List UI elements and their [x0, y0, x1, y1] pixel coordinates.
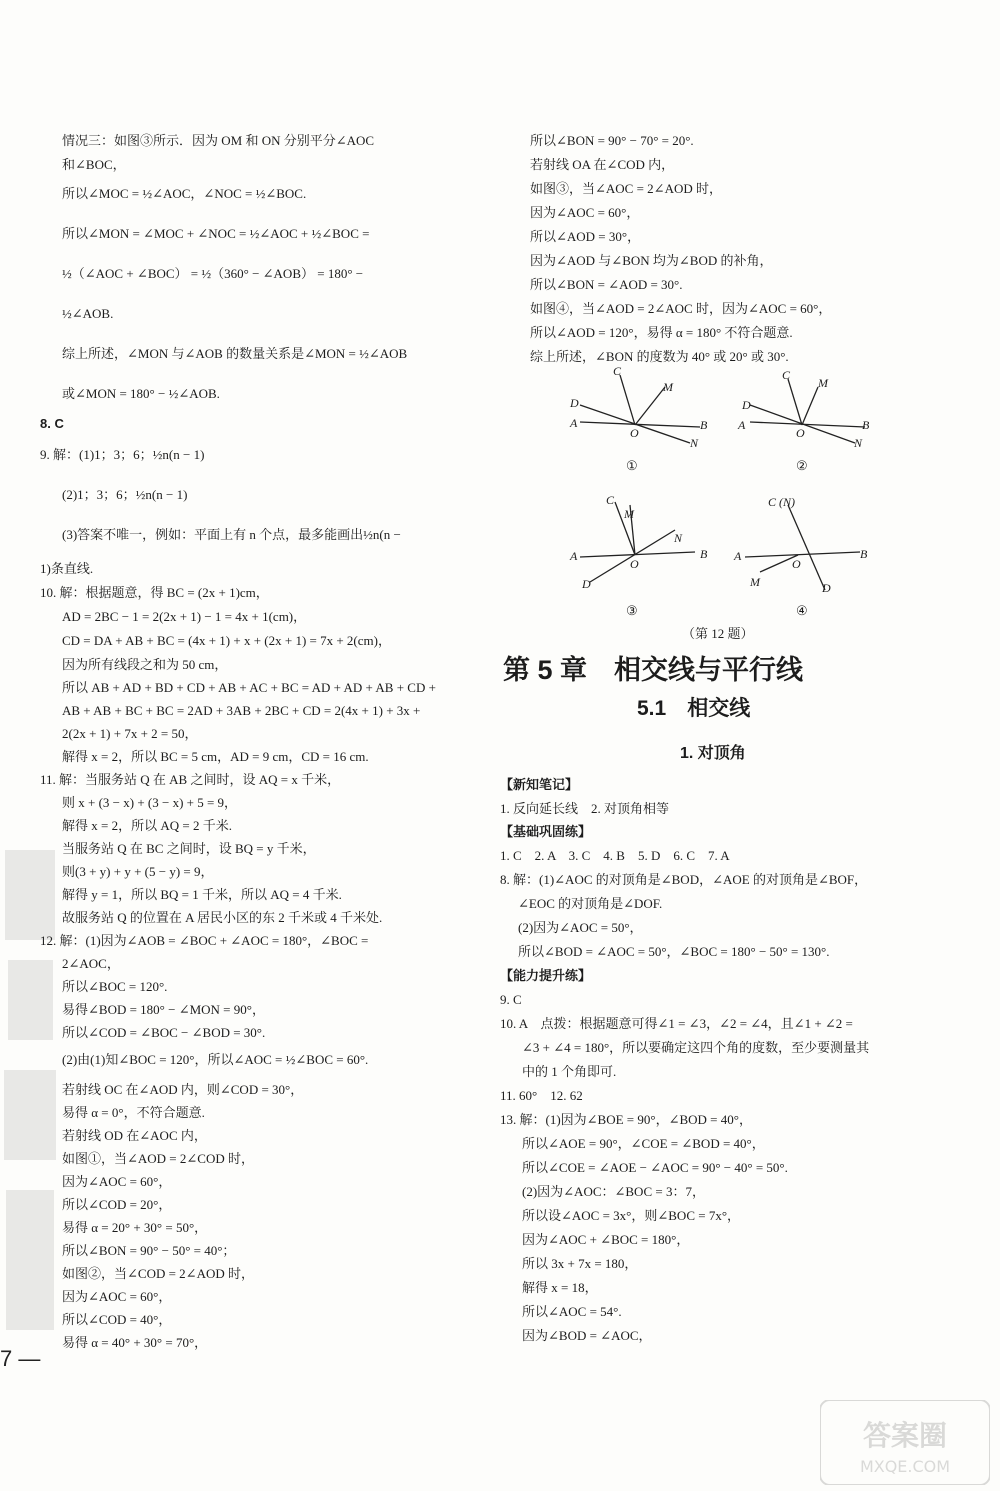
text-line: 则(3 + y) + y + (5 − y) = 9，: [62, 864, 214, 879]
section-tag: 【基础巩固练】: [500, 824, 592, 839]
svg-text:M: M: [663, 380, 673, 394]
text-line: 11. 60° 12. 62: [500, 1088, 583, 1103]
svg-text:C (N): C (N): [768, 495, 795, 509]
svg-text:A: A: [570, 416, 578, 430]
text-line: 所以∠COE = ∠AOE − ∠AOC = 90° − 40° = 50°.: [522, 1160, 788, 1175]
svg-text:O: O: [630, 557, 639, 571]
text-line: 解得 x = 2，所以 AQ = 2 千米.: [62, 818, 232, 833]
svg-text:MXQE.COM: MXQE.COM: [859, 1457, 951, 1476]
text-line: 因为∠AOC = 60°，: [530, 205, 640, 220]
text-line: 因为∠AOC = 60°，: [62, 1174, 172, 1189]
text-line: 所以∠MON = ∠MOC + ∠NOC = ½∠AOC + ½∠BOC =: [62, 226, 370, 241]
text-line: 所以∠AOD = 30°，: [530, 229, 641, 244]
svg-text:D: D: [570, 396, 579, 410]
figure-1-label: ①: [626, 458, 638, 473]
text-line: 所以∠COD = 40°，: [62, 1312, 172, 1327]
text-line: 1. 反向延长线 2. 对顶角相等: [500, 801, 670, 816]
text-line: 因为∠AOC + ∠BOC = 180°，: [522, 1232, 690, 1247]
text-line: 故服务站 Q 的位置在 A 居民小区的东 2 千米或 4 千米处.: [62, 910, 383, 925]
text-line: (2)由(1)知∠BOC = 120°，所以∠AOC = ½∠BOC = 60°.: [62, 1052, 369, 1067]
svg-text:C: C: [613, 365, 622, 378]
text-line: 因为∠BOD = ∠AOC，: [522, 1328, 652, 1343]
page-number: 7 —: [0, 1346, 41, 1371]
text-line: 如图③，当∠AOC = 2∠AOD 时，: [530, 181, 722, 196]
text-line: 13. 解：(1)因为∠BOE = 90°，∠BOD = 40°，: [500, 1112, 752, 1127]
svg-text:O: O: [796, 426, 805, 440]
text-line: 若射线 OD 在∠AOC 内，: [62, 1128, 207, 1143]
text-line: 解得 x = 18，: [522, 1280, 598, 1295]
svg-text:C: C: [782, 368, 791, 382]
text-line: 所以∠BON = ∠AOD = 30°.: [530, 277, 683, 292]
text-line: 1)条直线.: [40, 561, 94, 576]
answer-12: 12. 解：(1)因为∠AOB = ∠BOC + ∠AOC = 180°，∠BOC =: [40, 933, 369, 948]
svg-text:B: B: [700, 547, 708, 561]
text-line: 所以∠AOC = 54°.: [522, 1304, 622, 1319]
watermark-logo: [820, 1400, 990, 1485]
text-line: 所以 3x + 7x = 180，: [522, 1256, 638, 1271]
text-line: 情况三：如图③所示．因为 OM 和 ON 分别平分∠AOC: [62, 133, 375, 148]
text-line: 如图①，当∠AOD = 2∠COD 时，: [62, 1151, 254, 1166]
text-line: 综上所述，∠BON 的度数为 40° 或 20° 或 30°.: [530, 349, 789, 364]
figure-caption: （第 12 题）: [682, 626, 754, 641]
svg-text:B: B: [862, 418, 870, 432]
text-line: 如图②，当∠COD = 2∠AOD 时，: [62, 1266, 254, 1281]
svg-text:D: D: [742, 398, 751, 412]
svg-text:D: D: [822, 581, 831, 595]
text-line: 当服务站 Q 在 BC 之间时，设 BQ = y 千米，: [62, 841, 316, 856]
section-tag: 【能力提升练】: [500, 968, 592, 983]
answer-10: 10. 解：根据题意，得 BC = (2x + 1)cm，: [40, 585, 269, 600]
text-line: 易得 α = 0°，不符合题意.: [62, 1105, 205, 1120]
svg-text:M: M: [818, 376, 828, 390]
figure-3: [560, 490, 720, 595]
text-line: 8. 解：(1)∠AOC 的对顶角是∠BOD，∠AOE 的对顶角是∠BOF，: [500, 872, 868, 887]
text-line: 中的 1 个角即可.: [522, 1064, 617, 1079]
text-line: (2)1；3；6；½n(n − 1): [62, 487, 188, 502]
svg-text:N: N: [854, 436, 863, 450]
chapter-title: 第 5 章 相交线与平行线: [503, 655, 804, 685]
text-line: 所以 AB + AD + BD + CD + AB + AC + BC = AD + AD + AB + CD +: [62, 680, 436, 695]
text-line: (2)因为∠AOC：∠BOC = 3：7，: [522, 1184, 705, 1199]
text-line: 所以设∠AOC = 3x°，则∠BOC = 7x°，: [522, 1208, 741, 1223]
svg-text:O: O: [792, 557, 801, 571]
text-line: 因为∠AOD 与∠BON 均为∠BOD 的补角，: [530, 253, 773, 268]
svg-text:N: N: [674, 531, 683, 545]
svg-text:答案圈: 答案圈: [862, 1419, 948, 1452]
text-line: 所以∠AOD = 120°，易得 α = 180° 不符合题意.: [530, 325, 793, 340]
svg-text:A: A: [570, 549, 578, 563]
svg-text:N: N: [690, 436, 699, 450]
svg-text:M: M: [750, 575, 760, 589]
svg-text:B: B: [860, 547, 868, 561]
text-line: 所以∠BON = 90° − 50° = 40°；: [62, 1243, 236, 1258]
section-tag: 【新知笔记】: [500, 777, 579, 792]
text-line: 易得∠BOD = 180° − ∠MON = 90°，: [62, 1002, 265, 1017]
text-line: 综上所述，∠MON 与∠AOB 的数量关系是∠MON = ½∠AOB: [62, 346, 408, 361]
text-line: 因为所有线段之和为 50 cm，: [62, 657, 228, 672]
text-line: 因为∠AOC = 60°，: [62, 1289, 172, 1304]
svg-text:C: C: [606, 493, 615, 507]
answer-8: 8. C: [40, 416, 64, 431]
svg-text:M: M: [624, 507, 634, 521]
figure-3-label: ③: [626, 603, 638, 618]
text-line: (3)答案不唯一，例如：平面上有 n 个点，最多能画出½n(n −: [62, 527, 401, 542]
figure-4-label: ④: [796, 603, 808, 618]
svg-text:A: A: [734, 549, 742, 563]
text-line: 解得 x = 2，所以 BC = 5 cm，AD = 9 cm，CD = 16 cm.: [62, 749, 369, 764]
text-line: ∠3 + ∠4 = 180°，所以要确定这四个角的度数，至少要测量其: [522, 1040, 870, 1055]
text-line: 10. A 点拨：根据题意可得∠1 = ∠3，∠2 = ∠4，且∠1 + ∠2 =: [500, 1016, 853, 1031]
figure-2-label: ②: [796, 458, 808, 473]
text-line: 解得 y = 1，所以 BQ = 1 千米，所以 AQ = 4 千米.: [62, 887, 342, 902]
svg-text:D: D: [582, 577, 591, 591]
text-line: 所以∠MOC = ½∠AOC，∠NOC = ½∠BOC.: [62, 186, 307, 201]
text-line: AD = 2BC − 1 = 2(2x + 1) − 1 = 4x + 1(cm)，: [62, 609, 307, 624]
text-line: 所以∠BOD = ∠AOC = 50°，∠BOC = 180° − 50° = 130°.: [518, 944, 830, 959]
text-line: 所以∠COD = 20°，: [62, 1197, 172, 1212]
text-line: 2(2x + 1) + 7x + 2 = 50，: [62, 726, 198, 741]
text-line: 2∠AOC，: [62, 956, 120, 971]
text-line: 易得 α = 20° + 30° = 50°，: [62, 1220, 208, 1235]
text-line: 若射线 OC 在∠AOD 内，则∠COD = 30°，: [62, 1082, 304, 1097]
text-line: 1. C 2. A 3. C 4. B 5. D 6. C 7. A: [500, 848, 730, 863]
svg-text:O: O: [630, 426, 639, 440]
text-line: 和∠BOC，: [62, 157, 126, 172]
text-line: (2)因为∠AOC = 50°，: [518, 920, 643, 935]
text-line: ½∠AOB.: [62, 306, 114, 321]
svg-text:A: A: [738, 418, 746, 432]
text-line: 如图④，当∠AOD = 2∠AOC 时，因为∠AOC = 60°，: [530, 301, 832, 316]
text-line: 9. C: [500, 992, 522, 1007]
text-line: ∠EOC 的对顶角是∠DOF.: [518, 896, 663, 911]
section-title: 5.1 相交线: [637, 697, 751, 720]
text-line: 所以∠COD = ∠BOC − ∠BOD = 30°.: [62, 1025, 266, 1040]
text-line: 所以∠AOE = 90°，∠COE = ∠BOD = 40°，: [522, 1136, 765, 1151]
text-line: 所以∠BOC = 120°.: [62, 979, 168, 994]
text-line: CD = DA + AB + BC = (4x + 1) + x + (2x + 1) = 7x + 2(cm)，: [62, 633, 391, 648]
text-line: AB + AB + BC + BC = 2AD + 3AB + 2BC + CD = 2(4x + 1) + 3x +: [62, 703, 421, 718]
subsection-title: 1. 对顶角: [680, 745, 746, 762]
answer-9: 9. 解：(1)1；3；6；½n(n − 1): [40, 447, 205, 462]
svg-text:B: B: [700, 418, 708, 432]
faded-print-decoration: [0, 830, 70, 1350]
text-line: ½（∠AOC + ∠BOC） = ½（360° − ∠AOB） = 180° −: [62, 266, 364, 281]
answer-11: 11. 解：当服务站 Q 在 AB 之间时，设 AQ = x 千米，: [40, 772, 341, 787]
text-line: 所以∠BON = 90° − 70° = 20°.: [530, 133, 694, 148]
text-line: 或∠MON = 180° − ½∠AOB.: [62, 386, 220, 401]
text-line: 若射线 OA 在∠COD 内，: [530, 157, 675, 172]
text-line: 易得 α = 40° + 30° = 70°，: [62, 1335, 208, 1350]
text-line: 则 x + (3 − x) + (3 − x) + 5 = 9，: [62, 795, 238, 810]
figure-4: [730, 490, 880, 595]
